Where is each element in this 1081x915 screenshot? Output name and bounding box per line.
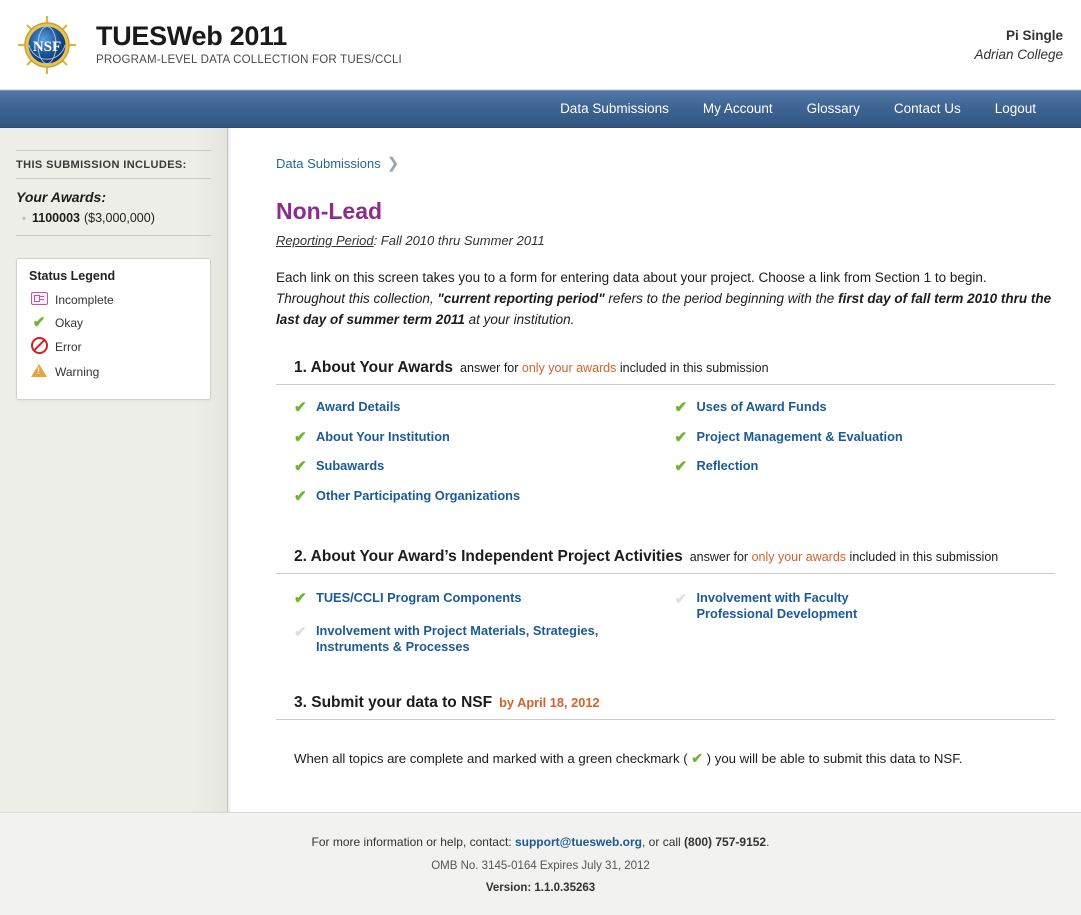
- section-2-header: [276, 548, 1055, 574]
- legend-item-error: [29, 337, 198, 357]
- section-independent-project-activities: [276, 548, 1055, 677]
- submit-instructions: [276, 734, 1055, 767]
- status-legend: [16, 258, 211, 400]
- topic-row[interactable]: [675, 429, 1056, 448]
- user-info: [974, 28, 1063, 62]
- submit-note-pre: When all topics are complete and marked with a green checkmark (: [294, 751, 692, 767]
- link-involvement-faculty-professional-development[interactable]: Involvement with Faculty Professional Development: [696, 589, 858, 621]
- section-1-column-right: [675, 399, 1056, 518]
- section-1-title: 1. About Your Awards: [294, 358, 454, 376]
- legend-label-okay: Okay: [55, 315, 84, 330]
- section-submit-data: [276, 694, 1055, 767]
- legend-label-error: Error: [55, 340, 82, 354]
- status-legend-title: Status Legend: [29, 269, 116, 283]
- page-body: [0, 128, 1081, 812]
- link-reflection[interactable]: Reflection: [696, 458, 759, 474]
- legend-item-incomplete: [29, 292, 198, 308]
- section-2-note: [690, 550, 999, 564]
- footer-omb-notice: OMB No. 3145-0164 Expires July 31, 2012: [431, 860, 650, 872]
- intro-text: [276, 268, 1055, 331]
- user-name: Pi Single: [1005, 28, 1063, 43]
- section-1-header: [276, 359, 1055, 385]
- check-icon: ✔: [294, 428, 307, 446]
- topic-row[interactable]: [675, 590, 1056, 622]
- no-status-icon: ✔: [674, 589, 688, 607]
- intro-line-1: Each link on this screen takes you to a form for entering data about your project. Choose a link from Section 1 to begin.: [276, 270, 987, 285]
- section-2-links: [276, 588, 1055, 677]
- app-subtitle: PROGRAM-LEVEL DATA COLLECTION FOR TUES/CCLI: [96, 54, 402, 67]
- section-2-note-pre: answer for: [689, 549, 752, 564]
- sidebar-award-item[interactable]: [16, 211, 211, 236]
- bullet-icon: ◦: [22, 213, 26, 225]
- check-icon: ✔: [294, 488, 307, 506]
- nav-item-my-account[interactable]: My Account: [702, 101, 773, 116]
- page-title: Non-Lead: [276, 198, 383, 224]
- svg-text:NSF: NSF: [32, 39, 62, 55]
- app-title-block: [96, 22, 402, 66]
- topic-row[interactable]: [294, 399, 675, 418]
- section-1-note: [460, 361, 769, 375]
- reporting-period: [276, 233, 1055, 248]
- nav-item-glossary[interactable]: Glossary: [806, 101, 860, 116]
- footer-contact-line: [0, 835, 1081, 849]
- award-amount: ($3,000,000): [83, 211, 155, 225]
- footer-contact-pre: For more information or help, contact:: [311, 835, 515, 849]
- intro-line-2d: first day of fall term 2010 thru the last day of summer term 2011: [276, 290, 1052, 327]
- topic-row[interactable]: [294, 429, 675, 448]
- app-title: TUESWeb 2011: [96, 21, 287, 51]
- intro-line-2b: "current reporting period": [437, 290, 605, 306]
- section-3-title: 3. Submit your data to NSF: [294, 694, 493, 712]
- nav-item-logout[interactable]: Logout: [994, 101, 1036, 116]
- footer-contact-post: .: [766, 835, 770, 849]
- submit-note-post: ) you will be able to submit this data to NSF.: [703, 751, 963, 767]
- support-phone: (800) 757-9152: [684, 835, 767, 849]
- section-3-header: [276, 694, 1055, 720]
- footer-contact-mid: , or call: [642, 835, 685, 849]
- intro-line-2c: refers to the period beginning with the: [604, 290, 839, 306]
- breadcrumb: [276, 154, 1055, 172]
- section-2-note-highlight: only your awards: [751, 549, 847, 564]
- section-1-column-left: [294, 399, 675, 518]
- link-about-your-institution[interactable]: About Your Institution: [316, 428, 450, 444]
- check-icon: ✔: [294, 398, 307, 416]
- page-header: [0, 0, 1081, 90]
- topic-row[interactable]: [675, 399, 1056, 418]
- sidebar-heading: THIS SUBMISSION INCLUDES:: [16, 150, 211, 179]
- topic-row[interactable]: [294, 488, 675, 507]
- section-1-note-highlight: only your awards: [521, 360, 617, 375]
- error-icon: [29, 337, 49, 357]
- check-icon: ✔: [674, 458, 688, 476]
- check-icon: ✔: [294, 458, 307, 476]
- check-icon: ✔: [691, 750, 704, 767]
- no-status-icon: ✔: [294, 622, 307, 640]
- legend-item-okay: [29, 315, 198, 330]
- section-2-column-left: [294, 590, 675, 669]
- topic-row[interactable]: [294, 590, 675, 609]
- sidebar: [0, 128, 228, 812]
- legend-item-warning: [29, 364, 198, 380]
- link-project-management-evaluation[interactable]: Project Management & Evaluation: [696, 428, 903, 444]
- check-icon: ✔: [674, 428, 688, 446]
- topic-row[interactable]: [294, 458, 675, 477]
- breadcrumb-separator-icon: ❯: [386, 155, 400, 172]
- nav-item-contact-us[interactable]: Contact Us: [893, 101, 961, 116]
- user-organization: Adrian College: [974, 47, 1063, 62]
- section-2-note-post: included in this submission: [846, 549, 999, 564]
- section-about-your-awards: [276, 359, 1055, 526]
- nsf-seal-logo: [16, 14, 78, 76]
- legend-label-warning: Warning: [55, 365, 100, 379]
- legend-label-incomplete: Incomplete: [55, 293, 114, 307]
- intro-line-2e: at your institution.: [464, 311, 575, 327]
- link-uses-of-award-funds[interactable]: Uses of Award Funds: [696, 398, 827, 414]
- check-icon: ✔: [294, 589, 307, 607]
- check-icon: ✔: [674, 398, 688, 416]
- section-3-deadline: by April 18, 2012: [499, 695, 600, 711]
- link-other-participating-organizations[interactable]: Other Participating Organizations: [316, 488, 521, 504]
- topic-row[interactable]: [294, 623, 675, 655]
- section-1-note-post: included in this submission: [616, 360, 769, 375]
- main-content: [228, 128, 1081, 812]
- main-navigation: [0, 90, 1081, 128]
- incomplete-icon: [29, 292, 49, 308]
- check-icon: ✔: [32, 314, 46, 331]
- intro-line-2a: Throughout this collection,: [276, 290, 438, 306]
- reporting-period-value: : Fall 2010 thru Summer 2011: [373, 233, 545, 248]
- page-footer: [0, 812, 1081, 915]
- section-2-title: 2. About Your Award’s Independent Project Activities: [294, 547, 683, 565]
- nav-item-data-submissions[interactable]: Data Submissions: [560, 101, 669, 116]
- section-1-note-pre: answer for: [460, 360, 522, 375]
- award-id: 1100003: [32, 211, 80, 225]
- sidebar-awards-title: Your Awards:: [16, 189, 106, 205]
- link-subawards[interactable]: Subawards: [316, 458, 385, 474]
- warning-icon: [29, 364, 49, 380]
- topic-row[interactable]: [675, 458, 1056, 477]
- link-involvement-project-materials[interactable]: Involvement with Project Materials, Strategies, Instruments & Processes: [316, 622, 599, 654]
- reporting-period-label: Reporting Period: [276, 233, 374, 248]
- breadcrumb-item-data-submissions[interactable]: Data Submissions: [276, 156, 381, 171]
- section-2-column-right: [675, 590, 1056, 669]
- link-tues-ccli-program-components[interactable]: TUES/CCLI Program Components: [316, 589, 522, 605]
- section-1-links: [276, 399, 1055, 526]
- link-award-details[interactable]: Award Details: [316, 398, 401, 414]
- footer-version: Version: 1.1.0.35263: [485, 882, 596, 894]
- support-email-link[interactable]: support@tuesweb.org: [514, 835, 643, 849]
